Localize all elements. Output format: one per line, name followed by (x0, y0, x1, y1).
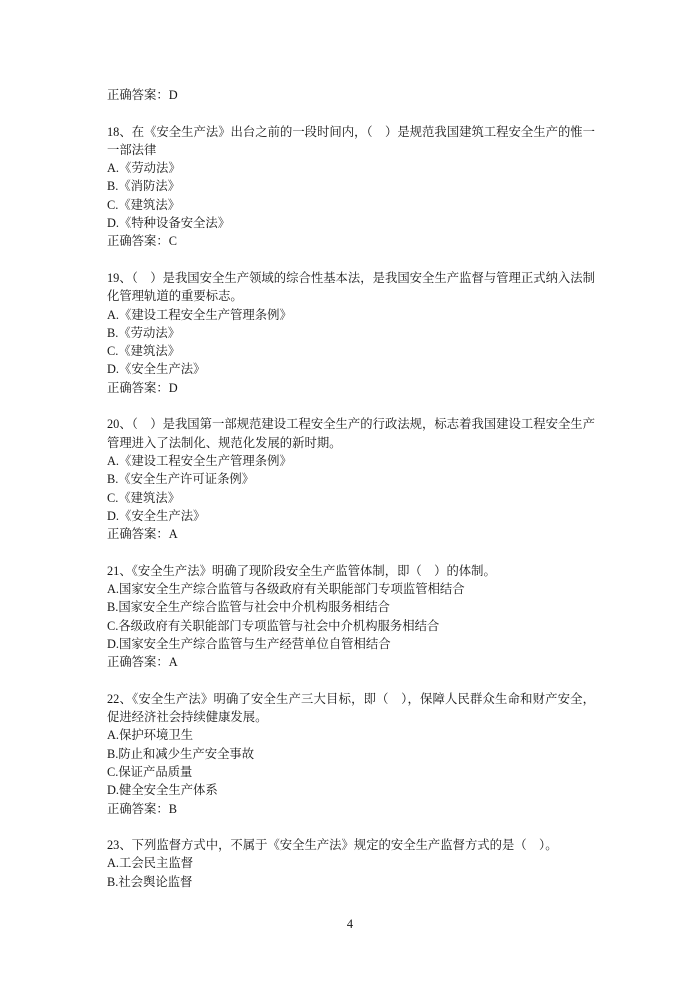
option-d: D.健全安全生产体系 (107, 783, 218, 798)
page-content (107, 86, 595, 891)
correct-answer: 正确答案：A (107, 527, 178, 542)
option-b: B.社会舆论监督 (107, 874, 193, 889)
option-a: A.工会民主监督 (107, 856, 194, 871)
option-d: D.《安全生产法》 (107, 508, 206, 523)
option-c: C.《建筑法》 (107, 197, 181, 212)
correct-answer: 正确答案：A (107, 655, 178, 670)
question-stem: 21、《安全生产法》明确了现阶段安全生产监管体制，即（ ）的体制。 (107, 563, 496, 578)
option-a: A.国家安全生产综合监管与各级政府有关职能部门专项监管相结合 (107, 582, 465, 597)
option-b: B.国家安全生产综合监管与社会中介机构服务相结合 (107, 600, 390, 615)
option-c: C.保证产品质量 (107, 764, 193, 779)
question-20 (107, 415, 595, 543)
option-a: A.《建设工程安全生产管理条例》 (107, 453, 292, 468)
option-a: A.保护环境卫生 (107, 728, 194, 743)
option-a: A.《建设工程安全生产管理条例》 (107, 307, 292, 322)
question-stem: 22、《安全生产法》明确了安全生产三大目标，即（ ），保障人民群众生命和财产安全，促进经济社会持续健康发展。 (107, 691, 595, 725)
question-19 (107, 269, 595, 397)
page-number: 4 (346, 917, 354, 931)
question-21 (107, 562, 595, 672)
option-b: B.《劳动法》 (107, 325, 181, 340)
option-d: D.《特种设备安全法》 (107, 216, 231, 231)
question-stem: 19、（ ）是我国安全生产领域的综合性基本法，是我国安全生产监督与管理正式纳入法制化管理轨道的重要标志。 (107, 270, 595, 304)
option-a: A.《劳动法》 (107, 161, 181, 176)
question-23 (107, 836, 595, 891)
question-stem: 18、在《安全生产法》出台之前的一段时间内，（ ）是规范我国建筑工程安全生产的惟一一部法律 (107, 124, 595, 157)
option-c: C.各级政府有关职能部门专项监管与社会中介机构服务相结合 (107, 618, 440, 633)
question-22 (107, 690, 595, 818)
option-d: D.国家安全生产综合监管与生产经营单位自管相结合 (107, 636, 391, 651)
question-18 (107, 123, 595, 251)
option-b: B.《消防法》 (107, 179, 181, 194)
option-d: D.《安全生产法》 (107, 362, 206, 377)
correct-answer: 正确答案：B (107, 801, 177, 816)
option-c: C.《建筑法》 (107, 490, 181, 505)
question-stem: 23、下列监督方式中，不属于《安全生产法》规定的安全生产监督方式的是（ ）。 (107, 838, 558, 853)
option-b: B.防止和减少生产安全事故 (107, 746, 255, 761)
option-b: B.《安全生产许可证条例》 (107, 472, 255, 487)
question-stem: 20、（ ）是我国第一部规范建设工程安全生产的行政法规，标志着我国建设工程安全生产管理进入了法制化、规范化发展的新时期。 (107, 417, 595, 450)
correct-answer: 正确答案：D (107, 380, 178, 395)
carryover-answer: 正确答案：D (107, 88, 178, 102)
option-c: C.《建筑法》 (107, 344, 181, 359)
correct-answer: 正确答案：C (107, 234, 177, 249)
